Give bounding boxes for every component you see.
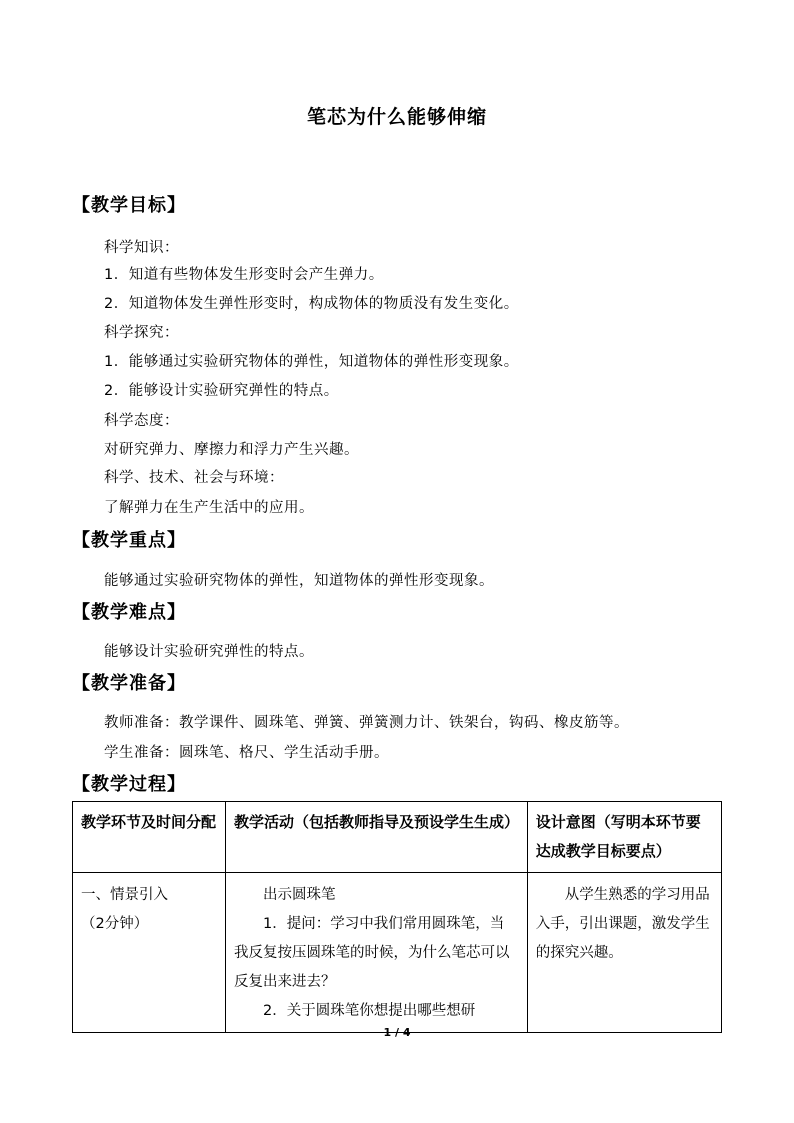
intent-paragraph: 从学生熟悉的学习用品入手，引出课题，激发学生的探究兴趣。 [535, 887, 710, 961]
keypoints-line: 能够通过实验研究物体的弹性，知道物体的弹性形变现象。 [104, 573, 494, 589]
objectives-line: 1．知道有些物体发生形变时会产生弹力。 [104, 267, 384, 283]
section-heading-difficulties: 【教学难点】 [72, 602, 186, 623]
document-title: 笔芯为什么能够伸缩 [306, 106, 487, 128]
table-row [73, 873, 722, 1033]
activity-paragraph: 2．关于圆珠笔你想提出哪些想研 [263, 1003, 476, 1019]
section-heading-process: 【教学过程】 [72, 774, 186, 795]
activity-cell [226, 873, 528, 1033]
objectives-line: 科学、技术、社会与环境： [104, 470, 284, 486]
table-header-row [73, 802, 722, 873]
preparation-line: 教师准备：教学课件、圆珠笔、弹簧、弹簧测力计、铁架台，钩码、橡皮筋等。 [104, 715, 629, 731]
page-number: 1 / 4 [383, 1026, 411, 1039]
section-heading-objectives: 【教学目标】 [72, 195, 186, 216]
objectives-line: 对研究弹力、摩擦力和浮力产生兴趣。 [104, 442, 359, 458]
objectives-line: 科学知识： [104, 240, 179, 256]
difficulties-line: 能够设计实验研究弹性的特点。 [104, 644, 314, 660]
objectives-line: 2．知道物体发生弹性形变时，构成物体的物质没有发生变化。 [104, 296, 519, 312]
stage-cell [73, 873, 226, 1033]
section-heading-keypoints: 【教学重点】 [72, 530, 186, 551]
objectives-line: 科学探究： [104, 325, 179, 341]
activity-paragraph: 1．提问：学习中我们常用圆珠笔，当我反复按压圆珠笔的时候，为什么笔芯可以反复出来进去？ [234, 916, 510, 990]
preparation-line: 学生准备：圆珠笔、格尺、学生活动手册。 [104, 745, 389, 761]
stage-time: （2分钟） [81, 916, 149, 932]
objectives-line: 2．能够设计实验研究弹性的特点。 [104, 383, 339, 399]
objectives-line: 了解弹力在生产生活中的应用。 [104, 500, 314, 516]
intent-cell [527, 873, 721, 1033]
activity-paragraph: 出示圆珠笔 [263, 887, 336, 903]
objectives-line: 科学态度： [104, 413, 179, 429]
table-header-cell: 教学环节及时间分配 [73, 802, 226, 873]
section-heading-preparation: 【教学准备】 [72, 673, 186, 694]
objectives-line: 1．能够通过实验研究物体的弹性，知道物体的弹性形变现象。 [104, 354, 519, 370]
stage-name: 一、情景引入 [81, 887, 168, 903]
table-header-cell: 设计意图（写明本环节要达成教学目标要点） [527, 802, 721, 873]
table-header-cell: 教学活动（包括教师指导及预设学生生成） [226, 802, 528, 873]
process-table [72, 801, 722, 1033]
